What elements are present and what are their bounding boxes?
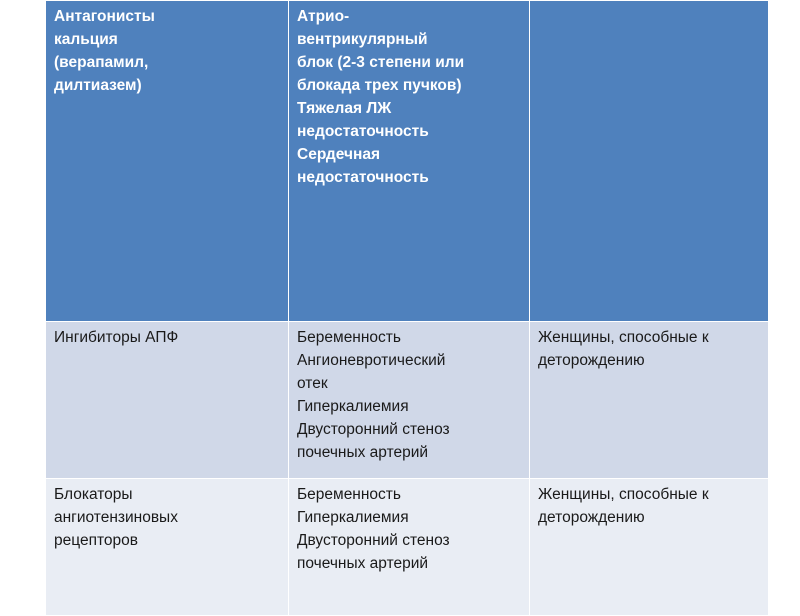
cell-line: Гиперкалиемия bbox=[297, 398, 409, 415]
cell-line: блок (2-3 степени или bbox=[297, 54, 465, 71]
table-row bbox=[46, 1, 769, 322]
cell-line: недостаточность bbox=[297, 169, 429, 186]
contraindications-table bbox=[45, 0, 769, 616]
relative-contraindications-cell bbox=[530, 479, 769, 616]
cell-line: дилтиазем) bbox=[54, 77, 142, 94]
cell-line: почечных артерий bbox=[297, 555, 429, 572]
cell-line: Антагонисты bbox=[54, 8, 155, 25]
cell-line: отек bbox=[297, 375, 328, 392]
cell-line: Атрио- bbox=[297, 8, 350, 25]
cell-line: Ингибиторы АПФ bbox=[54, 329, 179, 346]
cell-line: Тяжелая ЛЖ bbox=[297, 100, 392, 117]
cell-line: рецепторов bbox=[54, 532, 138, 549]
contraindications-cell bbox=[289, 479, 530, 616]
relative-contraindications-cell bbox=[530, 1, 769, 322]
cell-line: Беременность bbox=[297, 329, 401, 346]
cell-line: Гиперкалиемия bbox=[297, 509, 409, 526]
cell-line: Женщины, способные к bbox=[538, 486, 709, 503]
contraindications-cell bbox=[289, 322, 530, 479]
cell-line: Беременность bbox=[297, 486, 401, 503]
cell-line: кальция bbox=[54, 31, 118, 48]
cell-line: деторождению bbox=[538, 509, 645, 526]
table-row bbox=[46, 322, 769, 479]
cell-line: Женщины, способные к bbox=[538, 329, 709, 346]
drug-class-cell bbox=[46, 479, 289, 616]
relative-contraindications-cell bbox=[530, 322, 769, 479]
cell-line: Ангионевротический bbox=[297, 352, 446, 369]
cell-line: блокада трех пучков) bbox=[297, 77, 462, 94]
cell-line: Сердечная bbox=[297, 146, 380, 163]
cell-line: Блокаторы bbox=[54, 486, 133, 503]
cell-line: ангиотензиновых bbox=[54, 509, 178, 526]
drug-class-cell bbox=[46, 322, 289, 479]
cell-line: недостаточность bbox=[297, 123, 429, 140]
cell-line: Двусторонний стеноз bbox=[297, 421, 450, 438]
drug-class-cell bbox=[46, 1, 289, 322]
table-row bbox=[46, 479, 769, 616]
contraindications-cell bbox=[289, 1, 530, 322]
cell-line: (верапамил, bbox=[54, 54, 149, 71]
cell-line: вентрикулярный bbox=[297, 31, 428, 48]
cell-line: деторождению bbox=[538, 352, 645, 369]
cell-line: почечных артерий bbox=[297, 444, 429, 461]
cell-line: Двусторонний стеноз bbox=[297, 532, 450, 549]
